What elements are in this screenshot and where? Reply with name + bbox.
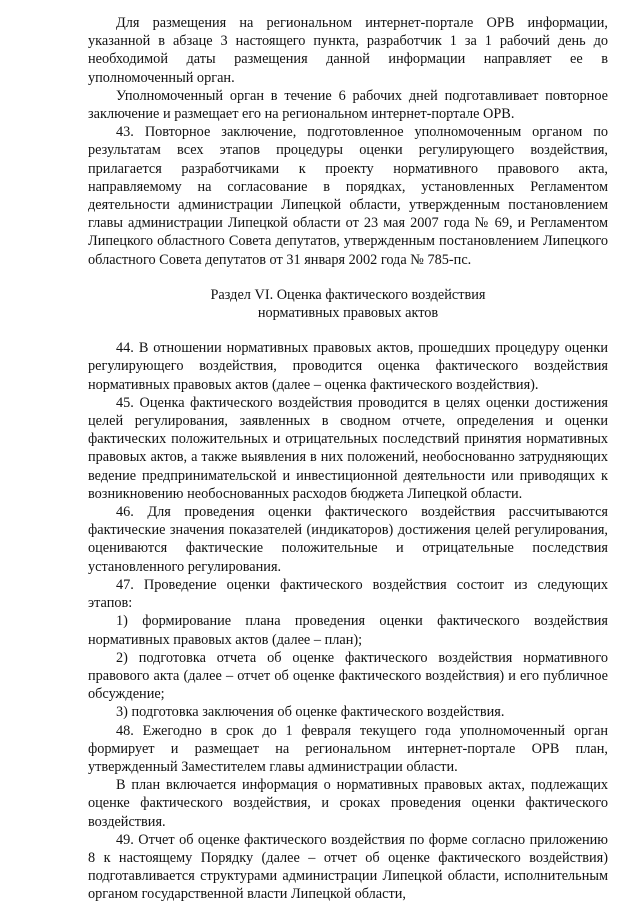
paragraph: 44. В отношении нормативных правовых актов, прошедших процедуру оценки регулирующего воздействия, проводится оценка фактического воздействия нормативных правовых актов (далее – оценка фактического воздействия).	[88, 340, 608, 393]
paragraph: Для размещения на региональном интернет-портале ОРВ информации, указанной в абзаце 3 настоящего пункта, разработчик 1 за 1 рабочий день до необходимой даты размещения данной информации направляет ее в уполномоченный орган.	[88, 15, 608, 86]
paragraph: В план включается информация о нормативных правовых актах, подлежащих оценке фактического воздействия, и сроках проведения оценки фактического воздействия.	[88, 777, 608, 830]
section-heading	[88, 286, 608, 322]
section-heading-line: нормативных правовых актов	[257, 305, 439, 322]
list-item: 1) формирование плана проведения оценки фактического воздействия нормативных правовых актов (далее – план);	[88, 613, 608, 648]
section-heading-line: Раздел VI. Оценка фактического воздействия	[210, 286, 486, 303]
paragraph: 43. Повторное заключение, подготовленное уполномоченным органом по результатам всех этапов процедуры оценки регулирующего воздействия, прилагается разработчиками к проекту нормативного правового акта, направляемому на согласование в порядках, установленных Регламентом деятельности администрации Липецкой области, утвержденным постановлением главы администрации Липецкой области от 23 мая 2007 года № 69, и Регламентом Липецкого областного Совета депутатов, утвержденным постановлением Липецкого областного Совета депутатов от 31 января 2002 года № 785-пс.	[88, 124, 608, 268]
paragraph: 46. Для проведения оценки фактического воздействия рассчитываются фактические значения показателей (индикаторов) достижения целей регулирования, оцениваются фактические положительные и отрицательные последствия установленного регулирования.	[88, 504, 608, 575]
list-item: 2) подготовка отчета об оценке фактического воздействия нормативного правового акта (далее – отчет об оценке фактического воздействия) и его публичное обсуждение;	[88, 649, 608, 703]
paragraph: 45. Оценка фактического воздействия проводится в целях оценки достижения целей регулирования, заявленных в сводном отчете, определения и оценки фактических положительных и отрицательных последствий принятия нормативных правовых актов, а также выявления в них положений, необоснованно затрудняющих ведение предпринимательской и инвестиционной деятельности или приводящих к возникновению необоснованных расходов бюджета Липецкой области.	[88, 394, 608, 502]
paragraph: 47. Проведение оценки фактического воздействия состоит из следующих этапов:	[88, 576, 608, 612]
paragraph: Уполномоченный орган в течение 6 рабочих дней подготавливает повторное заключение и размещает его на региональном интернет-портале ОРВ.	[88, 87, 608, 123]
paragraph: 49. Отчет об оценке фактического воздействия по форме согласно приложению 8 к настоящему Порядку (далее – отчет об оценке фактического воздействия) подготавливается структурами администрации Липецкой области, исполнительным органом государственной власти Липецкой области,	[88, 831, 608, 903]
list-item: 3) подготовка заключения об оценке фактического воздействия.	[116, 704, 505, 721]
paragraph: 48. Ежегодно в срок до 1 февраля текущего года уполномоченный орган формирует и размещает на региональном интернет-портале ОРВ план, утвержденный Заместителем главы администрации области.	[88, 722, 608, 775]
